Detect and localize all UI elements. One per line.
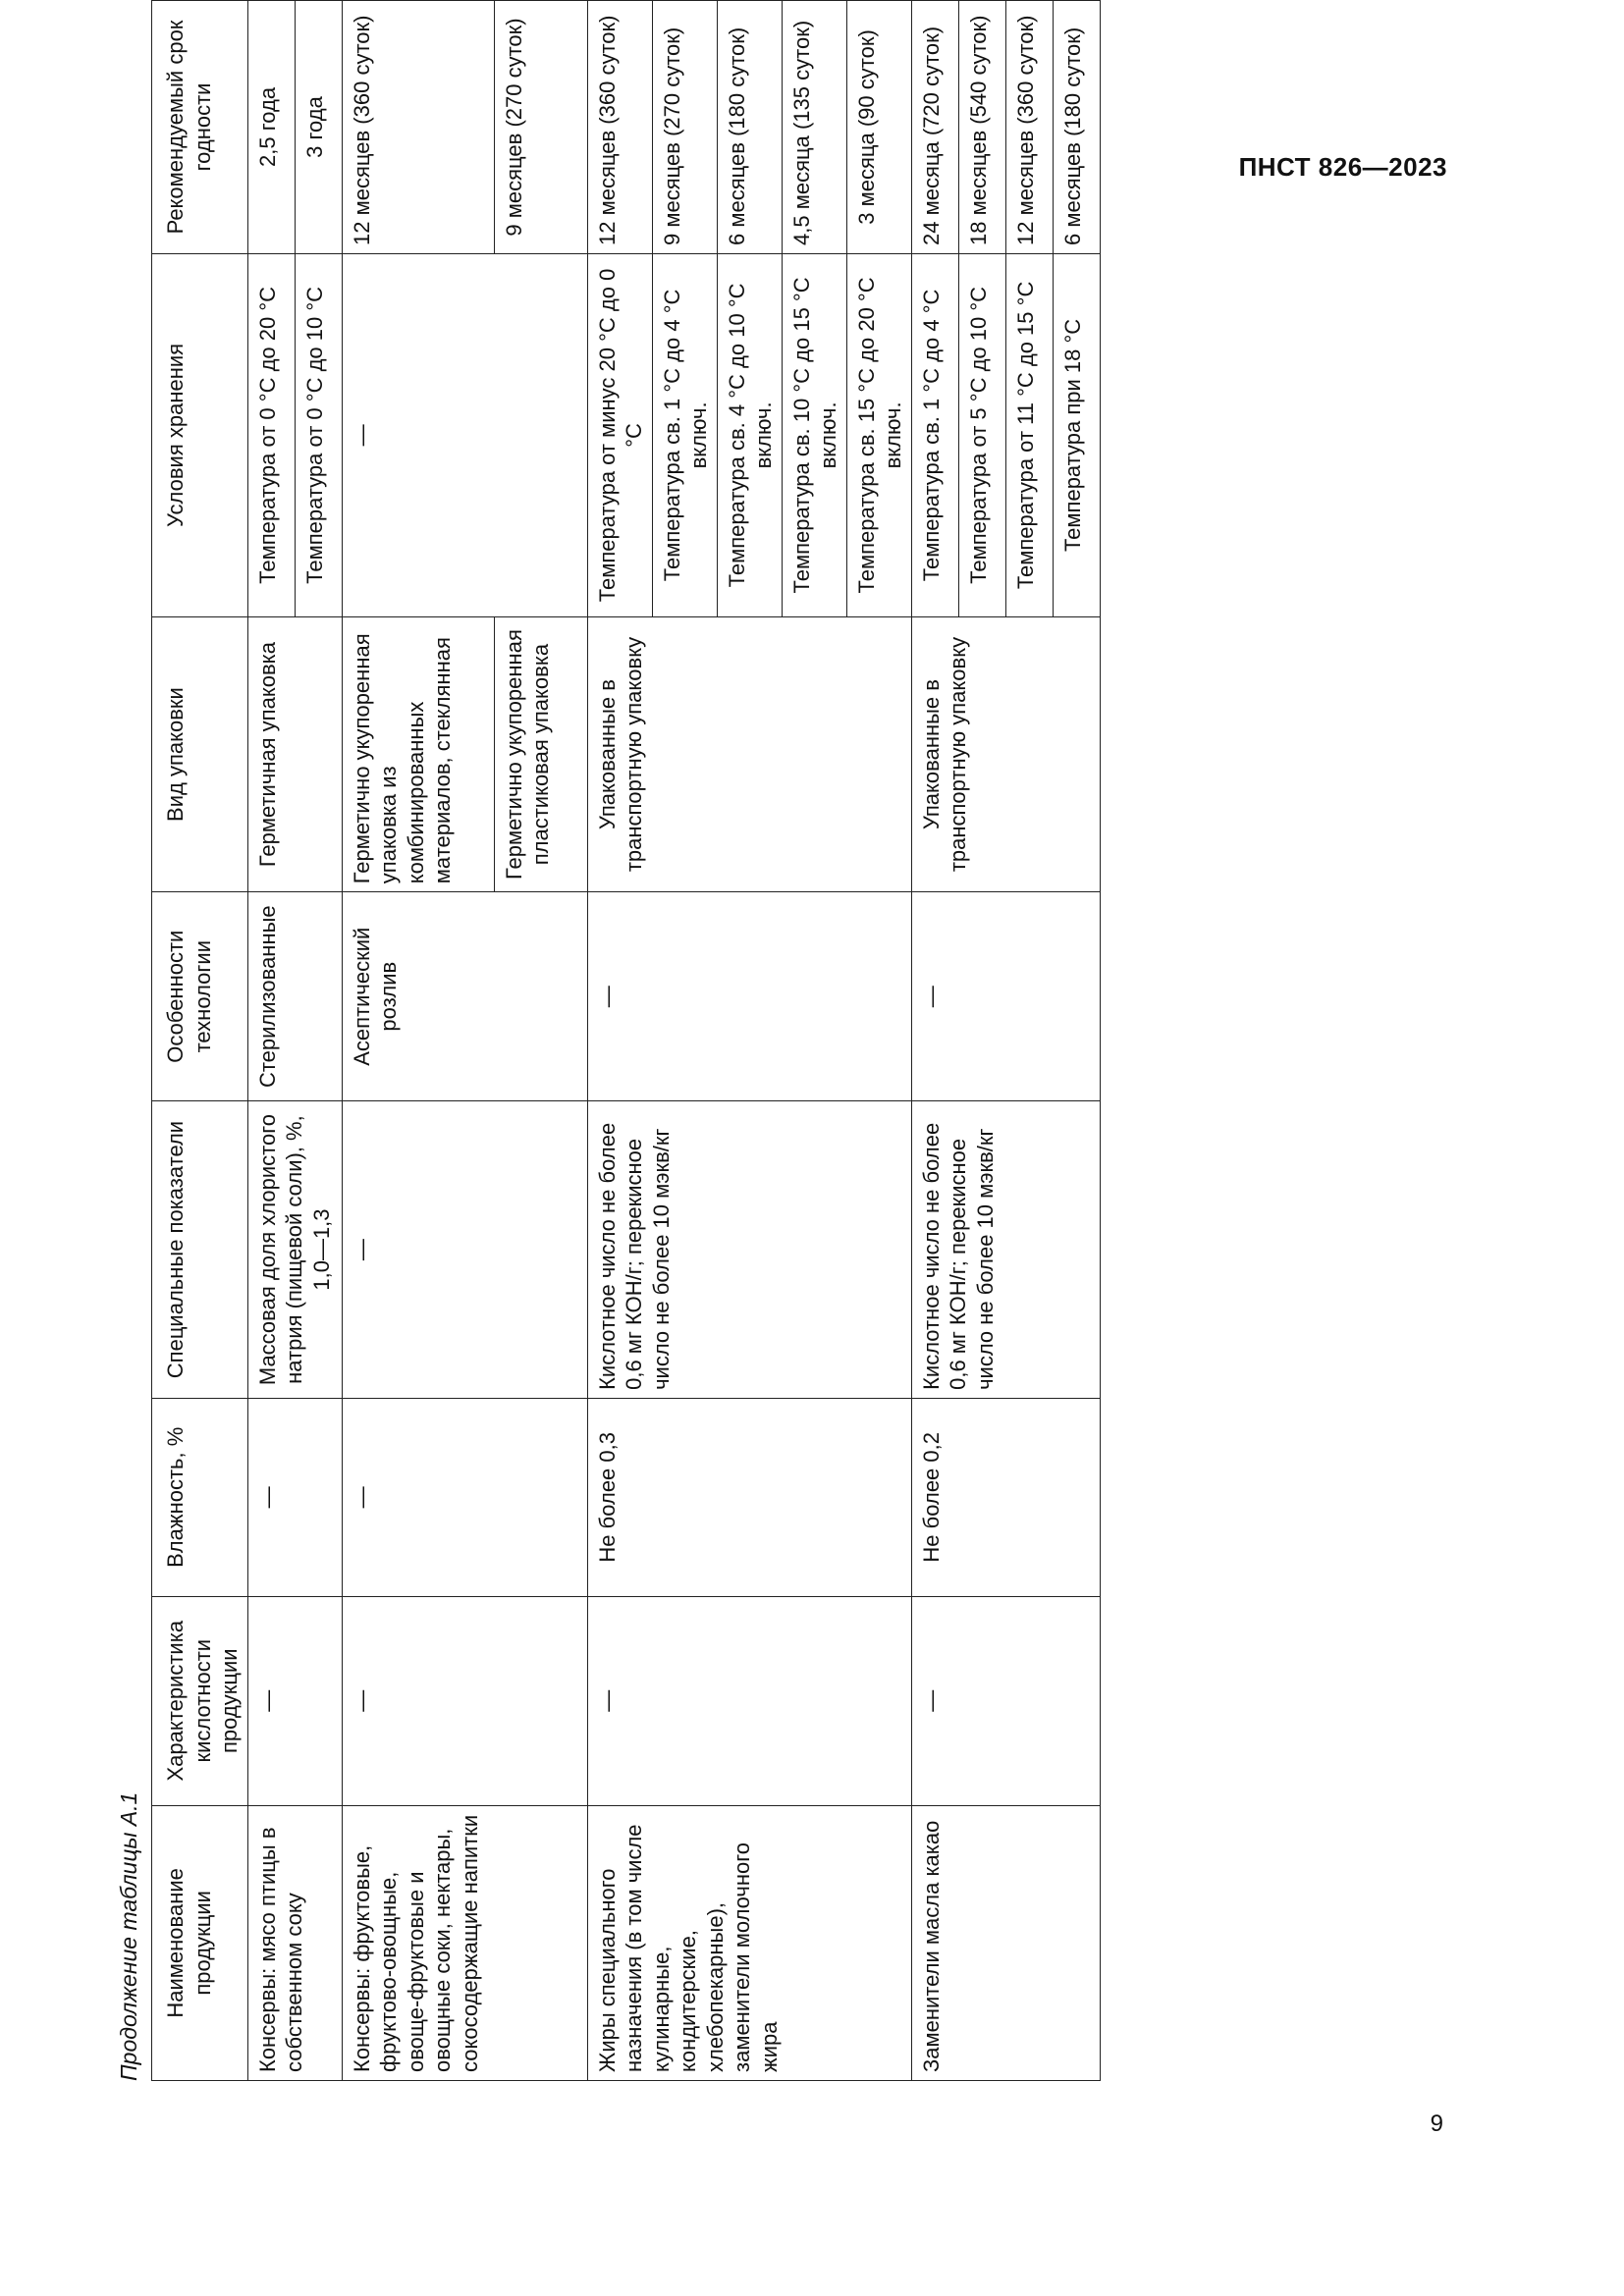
packaging-cell: Упакованные в транспортную упаковку [911, 616, 1100, 891]
storage-cell: Температура от минус 20 °C до 0 °C [587, 253, 652, 616]
col-header-name: Наименование продукции [152, 1805, 248, 2080]
shelf-life-cell: 4,5 месяца (135 суток) [782, 1, 846, 254]
product-name: Жиры специального назначения (в том числе кулинарные, кондитерские, хлебопекарные), заменители молочного жира [587, 1805, 911, 2080]
shelf-life-cell: 3 года [295, 1, 342, 254]
shelf-life-table [151, 0, 1101, 2081]
shelf-life-cell: 3 месяца (90 суток) [846, 1, 911, 254]
col-header-technology: Особенности технологии [152, 892, 248, 1101]
shelf-life-cell: 6 месяцев (180 суток) [717, 1, 782, 254]
page-number: 9 [1430, 2110, 1443, 2137]
shelf-life-cell: 6 месяцев (180 суток) [1053, 1, 1100, 254]
product-name: Заменители масла какао [911, 1805, 1100, 2080]
storage-cell: Температура от 0 °C до 20 °C [247, 253, 295, 616]
special-cell: Кислотное число не более 0,6 мг КОН/г; перекисное число не более 10 мэкв/кг [587, 1101, 911, 1399]
shelf-life-cell: 9 месяцев (270 суток) [494, 1, 587, 254]
moisture-cell: Не более 0,2 [911, 1398, 1100, 1596]
storage-cell: Температура св. 15 °C до 20 °C включ. [846, 253, 911, 616]
acidity-cell: — [587, 1596, 911, 1805]
technology-cell: — [587, 892, 911, 1101]
col-header-shelf-life: Рекомендуемый срок годности [152, 1, 248, 254]
col-header-acidity: Характеристика кислотности продукции [152, 1596, 248, 1805]
product-name: Консервы: мясо птицы в собственном соку [247, 1805, 342, 2080]
special-cell: Массовая доля хлористого натрия (пищевой соли), %, 1,0—1,3 [247, 1101, 342, 1399]
shelf-life-cell: 12 месяцев (360 суток) [342, 1, 494, 254]
table-row [247, 1, 295, 2081]
storage-cell: Температура св. 4 °C до 10 °C включ. [717, 253, 782, 616]
table-row [342, 1, 494, 2081]
table-row [911, 1, 958, 2081]
packaging-cell: Герметично укупоренная упаковка из комбинированных материалов, стеклянная [342, 616, 494, 891]
col-header-moisture: Влажность, % [152, 1398, 248, 1596]
storage-cell: Температура при 18 °C [1053, 253, 1100, 616]
col-header-special: Специальные показатели [152, 1101, 248, 1399]
packaging-cell: Герметично укупоренная пластиковая упаковка [494, 616, 587, 891]
packaging-cell: Упакованные в транспортную упаковку [587, 616, 911, 891]
technology-cell: — [911, 892, 1100, 1101]
technology-cell: Асептический розлив [342, 892, 587, 1101]
technology-cell: Стерилизованные [247, 892, 342, 1101]
packaging-cell: Герметичная упаковка [247, 616, 342, 891]
storage-cell: Температура св. 1 °C до 4 °C включ. [652, 253, 717, 616]
storage-cell: Температура св. 10 °C до 15 °C включ. [782, 253, 846, 616]
storage-cell: Температура от 0 °C до 10 °C [295, 253, 342, 616]
shelf-life-cell: 12 месяцев (360 суток) [1005, 1, 1053, 254]
rotated-table-area [116, 0, 1279, 2081]
acidity-cell: — [247, 1596, 342, 1805]
acidity-cell: — [911, 1596, 1100, 1805]
storage-cell: Температура св. 1 °C до 4 °C [911, 253, 958, 616]
document-code: ПНСТ 826—2023 [1238, 152, 1447, 182]
col-header-storage: Условия хранения [152, 253, 248, 616]
special-cell: — [342, 1101, 587, 1399]
shelf-life-cell: 18 месяцев (540 суток) [958, 1, 1005, 254]
shelf-life-cell: 2,5 года [247, 1, 295, 254]
moisture-cell: — [342, 1398, 587, 1596]
shelf-life-cell: 12 месяцев (360 суток) [587, 1, 652, 254]
product-name: Консервы: фруктовые, фруктово-овощные, овоще-фруктовые и овощные соки, нектары, сокосодержащие напитки [342, 1805, 587, 2080]
moisture-cell: — [247, 1398, 342, 1596]
shelf-life-cell: 24 месяца (720 суток) [911, 1, 958, 254]
storage-cell: Температура от 5 °C до 10 °C [958, 253, 1005, 616]
storage-cell: Температура от 11 °C до 15 °C [1005, 253, 1053, 616]
special-cell: Кислотное число не более 0,6 мг КОН/г; перекисное число не более 10 мэкв/кг [911, 1101, 1100, 1399]
col-header-packaging: Вид упаковки [152, 616, 248, 891]
table-row [587, 1, 652, 2081]
header-row [152, 1, 248, 2081]
shelf-life-cell: 9 месяцев (270 суток) [652, 1, 717, 254]
acidity-cell: — [342, 1596, 587, 1805]
moisture-cell: Не более 0,3 [587, 1398, 911, 1596]
storage-cell: — [342, 253, 587, 616]
table-caption: Продолжение таблицы А.1 [116, 1791, 141, 2081]
